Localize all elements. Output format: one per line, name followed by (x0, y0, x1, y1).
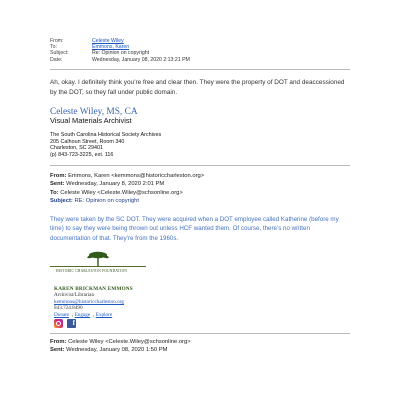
quoted-body: They were taken by the SC DOT. They were acquired when a DOT employee called Katherine (before my time) to say they were being thrown out unless HCF wanted them. Of course, there’s no written documentation of that. They’re from the 1960s. (50, 215, 339, 243)
signature-phone: (p) 843-723-3225, ext. 116 (50, 151, 114, 158)
signature-title: Visual Materials Archivist (50, 115, 132, 125)
q1-sent-value: Wednesday, January 8, 2020 2:01 PM (66, 181, 165, 188)
email-header (50, 38, 400, 63)
engage-link[interactable]: Engage (74, 311, 91, 318)
hcf-phone: 843.724.8490 (54, 305, 83, 312)
from-value[interactable]: Celeste Wiley (92, 38, 124, 44)
logo-text: HISTORIC CHARLESTON FOUNDATION (56, 269, 128, 274)
date-value: Wednesday, January 08, 2020 2:13:21 PM (92, 56, 190, 63)
quote-divider-2 (50, 333, 350, 334)
signature-address (50, 132, 400, 158)
hcf-role: Archivist/Librarian (54, 292, 95, 299)
facebook-icon[interactable]: f (67, 319, 76, 328)
q2-from-label: From: (50, 339, 67, 346)
hcf-name: KAREN BRICKMAN EMMONS (54, 286, 133, 293)
from-label: From: (50, 38, 64, 44)
subject-label: Subject: (50, 50, 69, 57)
q1-from-label: From: (50, 173, 67, 180)
header-divider (50, 69, 350, 70)
q1-sent-label: Sent: (50, 181, 65, 188)
date-label: Date: (50, 56, 63, 63)
signature-street: 205 Calhoun Street, Room 340 (50, 138, 125, 145)
hcf-signature (50, 286, 400, 328)
subject-value: Re: Opinion on copyright (92, 50, 150, 57)
q1-to-value: Celeste Wiley <Celeste.Wiley@schsonline.org> (60, 189, 183, 196)
q1-from-value: Emmons, Karen <kemmons@historiccharleston.org> (68, 173, 205, 180)
hcf-links: Donate , Engage , Explore (54, 311, 113, 318)
q2-from-value: Celeste Wiley <Celeste.Wiley@schsonline.org> (68, 339, 191, 346)
instagram-icon[interactable] (54, 319, 63, 328)
q2-sent-label: Sent: (50, 347, 65, 354)
signature-name: Celeste Wiley, MS, CA (50, 106, 138, 117)
to-label: To: (50, 44, 57, 51)
reply-body: Ah, okay. I definitely think you’re free and clear then. They were the property of DOT and deaccessioned by the DOT, so they fall under public domain. (50, 78, 345, 96)
to-value[interactable]: Emmons, Karen (92, 44, 130, 51)
logo-rule (50, 266, 146, 267)
quote-divider (50, 165, 350, 166)
signature-org: The South Carolina Historical Society Archives (50, 132, 162, 139)
quoted-header-1 (50, 172, 400, 206)
signature-city: Charleston, SC 29401 (50, 145, 104, 152)
donate-link[interactable]: Donate (54, 311, 69, 318)
social-icons (54, 319, 400, 328)
hcf-email-link[interactable]: kemmons@historiccharleston.org (54, 298, 124, 305)
quoted-header-2 (50, 338, 400, 355)
explore-link[interactable]: Explore (95, 311, 113, 318)
q1-subject-label: Subject: (50, 198, 73, 205)
palmetto-tree-icon (78, 250, 118, 266)
q1-subject-value: RE: Opinion on copyright (74, 198, 139, 205)
q1-to-label: To: (50, 189, 59, 196)
hcf-logo (50, 256, 146, 278)
q2-sent-value: Wednesday, January 08, 2020 1:50 PM (66, 347, 168, 354)
